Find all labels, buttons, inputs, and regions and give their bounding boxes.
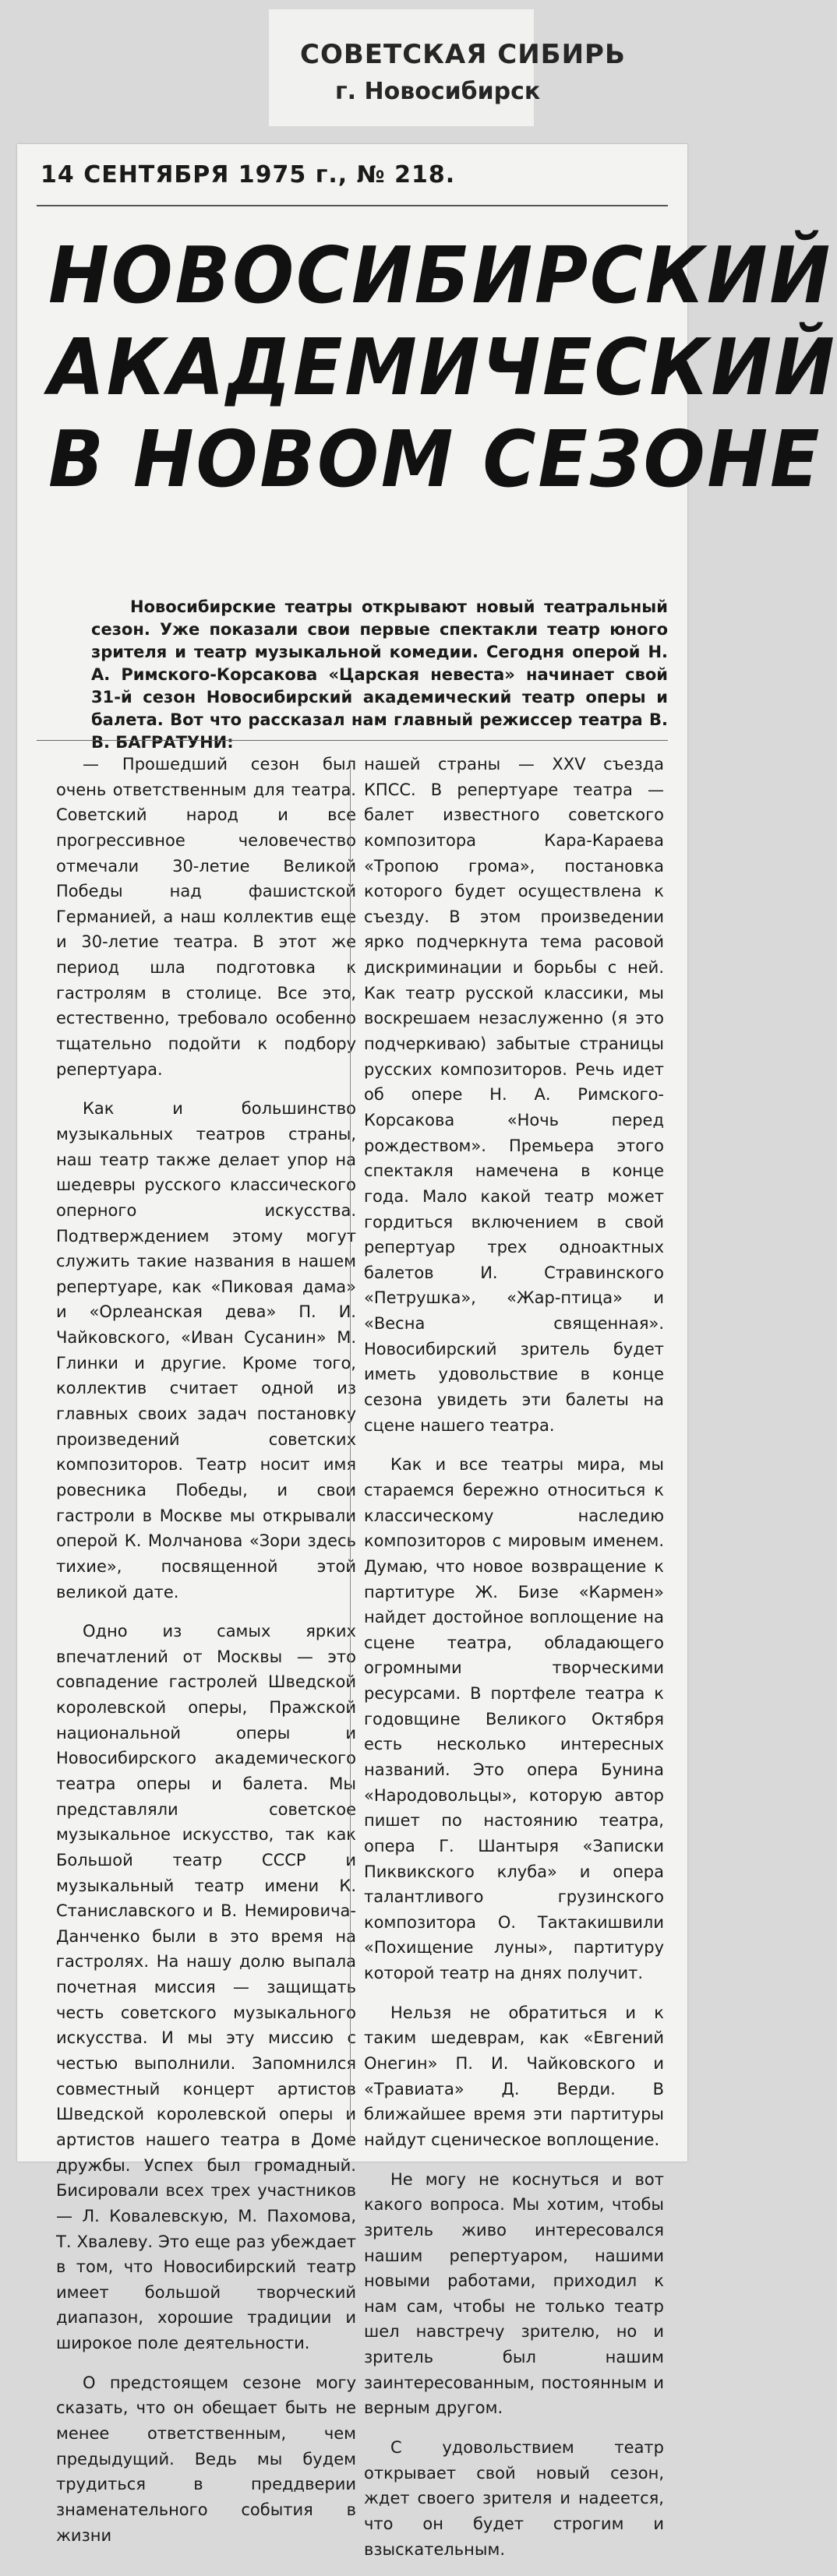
issue-date-line: 14 СЕНТЯБРЯ 1975 г., № 218. [41,161,456,189]
headline-line-1: НОВОСИБИРСКИЙ [48,230,833,321]
paragraph: Как и все театры мира, мы стараемся бережно относиться к классическому наследию композиторов с мировым именем. Думаю, что новое возвращение к партитуре Ж. Бизе «Кармен» найдет достойное воплощение на сцене театра, обладающего огромными творческими ресурсами. В портфеле театра к годовщине Великого Октября есть несколько интересных названий. Это опера Бунина «Народовольцы», которую автор пишет по настоянию театра, опера Г. Шантыря «Записки Пиквикского клуба» и опера талантливого грузинского композитора О. Тактакишвили «Похищение луны», партитуру которой театр на днях получит. [364,1455,664,1983]
lead-rule [37,740,668,741]
archive-stamp [269,9,626,126]
article-headline [48,230,837,506]
left-column [56,752,356,2562]
paragraph: Как и большинство музыкальных театров страны, наш театр также делает упор на шедевры русского классического оперного искусства. Подтверждением этому могут служить такие названия в нашем репертуаре, как «Пиковая дама» и «Орлеанская дева» П. И. Чайковского, «Иван Сусанин» М. Глинки и другие. Кроме того, коллектив считает одной из главных своих задач постановку произведений советских композиторов. Театр носит имя ровесника Победы, и свои гастроли в Москве мы открывали оперой К. Молчанова «Зори здесь тихие», посвященной этой великой дате. [56,1099,356,1602]
paragraph: Не могу не коснуться и вот какого вопроса. Мы хотим, чтобы зритель живо интересовался нашим репертуаром, нашими новыми работами, приходил к нам сам, чтобы не только театр шел навстречу зрителю, но и зритель был нашим заинтересованным, постоянным и верным другом. [364,2169,664,2418]
article-lead: Новосибирские театры открывают новый театральный сезон. Уже показали свои первые спектакли театр юного зрителя и театр музыкальной комедии. Сегодня оперой Н. А. Римского-Корсакова «Царская невеста» начинает свой 31-й сезон Новосибирский академический театр оперы и балета. Вот что рассказал нам главный режиссер театра В. В. БАГРАТУНИ: [91,597,668,752]
paragraph: нашей страны — XXV съезда КПСС. В репертуаре театра — балет известного советского композитора Кара-Караева «Тропою грома», постановка которого будет осуществлена к съезду. В этом произведении ярко подчеркнута тема расовой дискриминации и борьбы с ней. Как театр русской классики, мы воскрешаем незаслуженно (я это подчеркиваю) забытые страницы русских композиторов. Речь идет об опере Н. А. Римского-Корсакова «Ночь перед рождеством». Премьера этого спектакля намечена в конце года. Мало какой театр может гордиться включением в свой репертуар трех одноактных балетов И. Стравинского «Петрушка», «Жар-птица» и «Весна священная». Новосибирский зритель будет иметь удовольствие в конце сезона увидеть эти балеты на сцене нашего театра. [364,755,664,1435]
top-rule [37,205,668,206]
right-column [364,752,664,2576]
headline-line-2: АКАДЕМИЧЕСКИЙ [48,322,837,413]
column-divider [350,759,351,2146]
headline-line-3: В НОВОМ СЕЗОНЕ [48,414,822,505]
stamp-newspaper-name: СОВЕТСКАЯ СИБИРЬ [300,39,626,70]
stamp-city: г. Новосибирск [335,78,541,105]
paragraph: С удовольствием театр открывает свой новый сезон, ждет своего зрителя и надеется, что он будет строгим и взыскательным. [364,2438,664,2559]
paragraph: Одно из самых ярких впечатлений от Москвы — это совпадение гастролей Шведской королевской оперы, Пражской национальной оперы и Новосибирского академического театра оперы и балета. Мы представляли советское музыкальное искусство, так как Большой театр СССР и музыкальный театр имени К. Станиславского и В. Немировича-Данченко были в это время на гастролях. На нашу долю выпала почетная миссия — защищать честь советского музыкального искусства. И мы эту миссию с честью выполнили. Запомнился совместный концерт артистов Шведской королевской оперы и артистов нашего театра в Доме дружбы. Успех был громадный. Бисировали всех трех участников — Л. Ковалевскую, М. Пахомова, Т. Хвалеву. Это еще раз убеждает в том, что Новосибирский театр имеет большой творческий диапазон, хорошие традиции и широкое поле деятельности. [56,1622,356,2353]
paragraph: — Прошедший сезон был очень ответственным для театра. Советский народ и все прогрессивное человечество отмечали 30-летие Великой Победы над фашистской Германией, а наш коллектив еще и 30-летие театра. В этот же период шла подготовка к гастролям в столице. Все это, естественно, требовало особенно тщательно подойти к подбору репертуара. [56,755,356,1079]
paragraph: Нельзя не обратиться и к таким шедеврам, как «Евгений Онегин» П. И. Чайковского и «Травиата» Д. Верди. В ближайшее время эти партитуры найдут сценическое воплощение. [364,2003,664,2149]
paragraph: О предстоящем сезоне могу сказать, что он обещает быть не менее ответственным, чем предыдущий. Ведь мы будем трудиться в преддверии знаменательного события в жизни [56,2373,356,2545]
newspaper-clipping [17,144,837,2559]
